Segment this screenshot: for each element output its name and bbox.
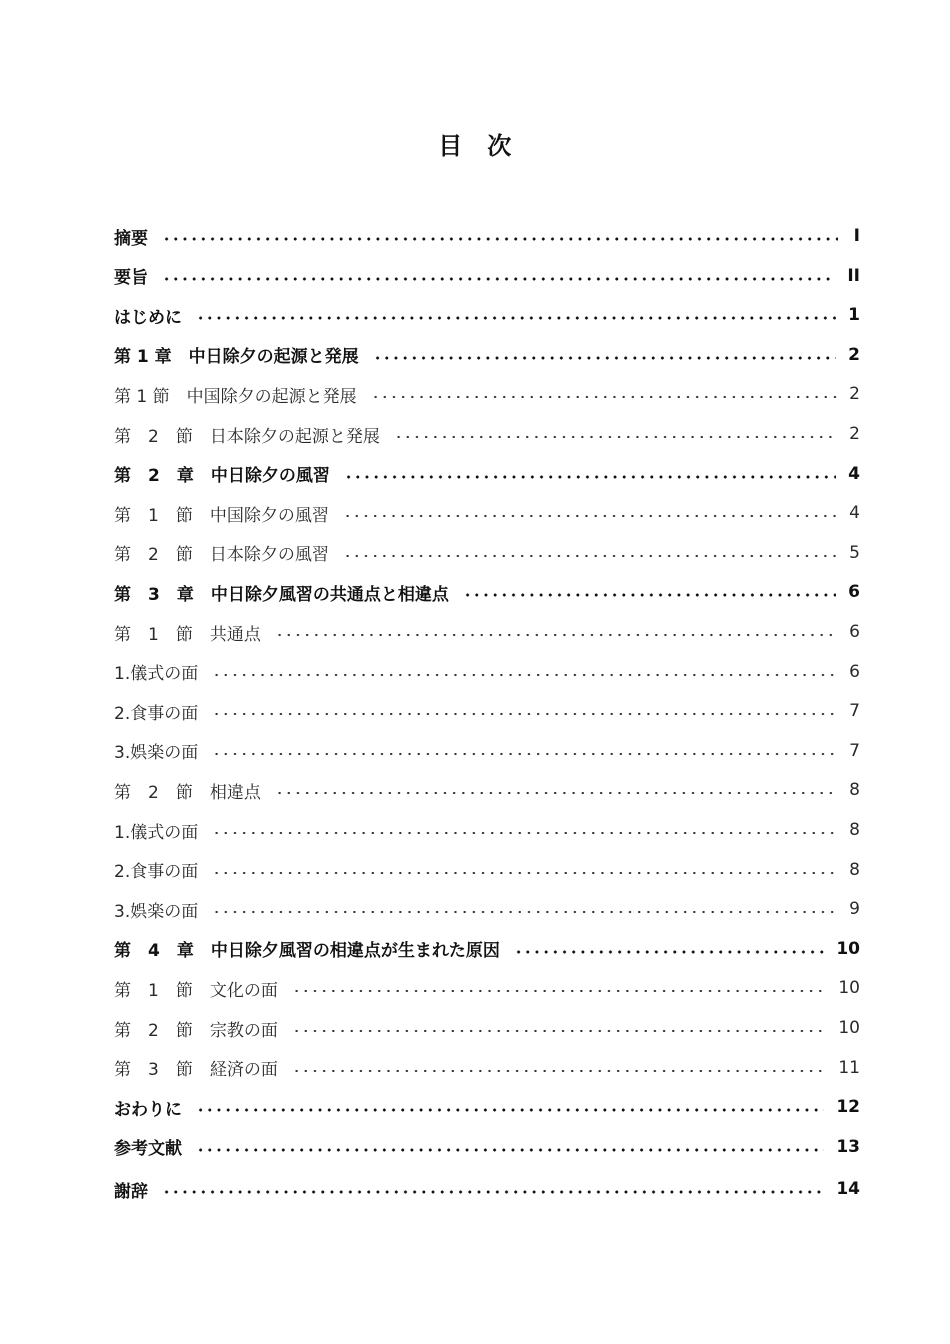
toc-entry-label: 第 4 章 中日除夕風習の相違点が生まれた原因 <box>114 941 500 962</box>
dot-leader <box>373 354 836 362</box>
toc-entry-label: 第 2 節 日本除夕の風習 <box>114 545 329 566</box>
toc-entry[interactable] <box>114 262 860 290</box>
toc-entry-page: 10 <box>838 978 860 999</box>
toc-entry-page: 9 <box>849 899 860 920</box>
toc-entry-page: 8 <box>849 859 860 880</box>
toc-entry-page: 4 <box>848 463 860 484</box>
toc-entry[interactable] <box>114 1014 860 1042</box>
dot-leader <box>344 473 836 481</box>
toc-entry[interactable] <box>114 1133 860 1161</box>
toc-entry[interactable] <box>114 974 860 1002</box>
dot-leader <box>212 869 837 877</box>
toc-entry-page: I <box>853 226 860 246</box>
dot-leader <box>343 512 837 520</box>
dot-leader <box>212 829 837 837</box>
toc-entry[interactable] <box>114 420 860 448</box>
dot-leader <box>162 235 838 243</box>
toc-entry-page: 13 <box>836 1136 860 1157</box>
dot-leader <box>162 1188 824 1196</box>
toc-entry-page: 7 <box>849 740 860 761</box>
toc-entry[interactable] <box>114 895 860 923</box>
toc-entry-page: 8 <box>849 820 860 840</box>
toc-entry[interactable] <box>114 578 860 606</box>
toc-entry-page: 4 <box>849 503 860 524</box>
toc-entry[interactable] <box>114 222 860 250</box>
toc-entry-page: 10 <box>838 1018 860 1038</box>
dot-leader <box>343 552 837 560</box>
dot-leader <box>292 1067 827 1075</box>
toc-entry-label: 2.食事の面 <box>114 703 199 724</box>
dot-leader <box>196 1146 824 1154</box>
dot-leader <box>394 433 837 441</box>
toc-entry-label: 1.儀式の面 <box>114 822 199 843</box>
toc-entry[interactable] <box>114 856 860 884</box>
toc-entry-label: 謝辞 <box>114 1181 148 1202</box>
toc-entry[interactable] <box>114 658 860 686</box>
toc-entry[interactable] <box>114 697 860 725</box>
toc-entry-page: 8 <box>849 780 860 801</box>
toc-entry-page: 5 <box>849 542 860 563</box>
toc-entry-label: 第 1 節 共通点 <box>114 624 261 645</box>
toc-entry-page: 14 <box>836 1179 860 1200</box>
toc-entry-label: 第 1 節 文化の面 <box>114 980 278 1001</box>
toc-entry-page: 1 <box>848 305 860 326</box>
toc-entry-label: 要旨 <box>114 268 148 289</box>
toc-entry-label: 3.娯楽の面 <box>114 743 199 764</box>
toc-entry[interactable] <box>114 737 860 765</box>
toc-entry-label: 第 1 節 中国除夕の風習 <box>114 505 329 526</box>
dot-leader <box>371 393 838 401</box>
toc-entry-label: 3.娯楽の面 <box>114 901 199 922</box>
toc-entry-label: 第 3 章 中日除夕風習の共通点と相違点 <box>114 584 449 605</box>
toc-entry-page: 6 <box>849 622 860 642</box>
dot-leader <box>196 1106 824 1114</box>
dot-leader <box>212 750 837 758</box>
toc-entry-label: 第 2 節 宗教の面 <box>114 1020 278 1041</box>
dot-leader <box>212 908 837 916</box>
dot-leader <box>514 948 825 956</box>
toc-entry-label: 参考文献 <box>114 1139 182 1160</box>
toc-entry[interactable] <box>114 816 860 844</box>
toc-entry[interactable] <box>114 1175 860 1203</box>
dot-leader <box>292 987 827 995</box>
toc-entry-page: 12 <box>836 1097 860 1118</box>
dot-leader <box>275 631 837 639</box>
toc-entry-label: 第 2 節 相違点 <box>114 782 261 803</box>
dot-leader <box>212 671 837 679</box>
dot-leader <box>212 710 837 718</box>
toc-entry[interactable] <box>114 539 860 567</box>
toc-entry[interactable] <box>114 776 860 804</box>
toc-entry-label: 第 1 節 中国除夕の起源と発展 <box>114 386 357 407</box>
toc-entry-label: 第 3 節 経済の面 <box>114 1060 278 1081</box>
toc-entry-label: 2.食事の面 <box>114 862 199 883</box>
dot-leader <box>463 591 836 599</box>
toc-entry-label: はじめに <box>114 307 182 328</box>
toc-entry-page: 7 <box>849 701 860 722</box>
toc-entry-page: 6 <box>848 582 860 603</box>
dot-leader <box>162 275 835 283</box>
toc-entry-label: おわりに <box>114 1099 182 1120</box>
toc-entry-label: 第 1 章 中日除夕の起源と発展 <box>114 347 359 368</box>
toc-entry[interactable] <box>114 499 860 527</box>
toc-entry-page: 11 <box>838 1057 860 1078</box>
toc-entry-page: 2 <box>849 384 860 405</box>
toc-entry-page: 10 <box>836 938 860 959</box>
toc-entry[interactable] <box>114 1054 860 1082</box>
toc-entry[interactable] <box>114 618 860 646</box>
toc-entry-label: 1.儀式の面 <box>114 664 199 685</box>
toc-entry-label: 第 2 節 日本除夕の起源と発展 <box>114 426 380 447</box>
dot-leader <box>196 314 836 322</box>
toc-entry[interactable] <box>114 380 860 408</box>
toc-entry-page: 2 <box>848 344 860 365</box>
dot-leader <box>292 1027 827 1035</box>
page-title: 目 次 <box>438 132 512 160</box>
toc-entry-page: 6 <box>849 661 860 682</box>
dot-leader <box>275 789 837 797</box>
toc-entry[interactable] <box>114 935 860 963</box>
toc-entry[interactable] <box>114 460 860 488</box>
toc-entry[interactable] <box>114 1093 860 1121</box>
toc-entry-label: 摘要 <box>114 228 148 249</box>
toc-entry[interactable] <box>114 341 860 369</box>
toc-entry-page: II <box>847 265 860 286</box>
toc-entry-label: 第 2 章 中日除夕の風習 <box>114 466 330 487</box>
toc-entry[interactable] <box>114 301 860 329</box>
toc-entry-page: 2 <box>849 424 860 444</box>
